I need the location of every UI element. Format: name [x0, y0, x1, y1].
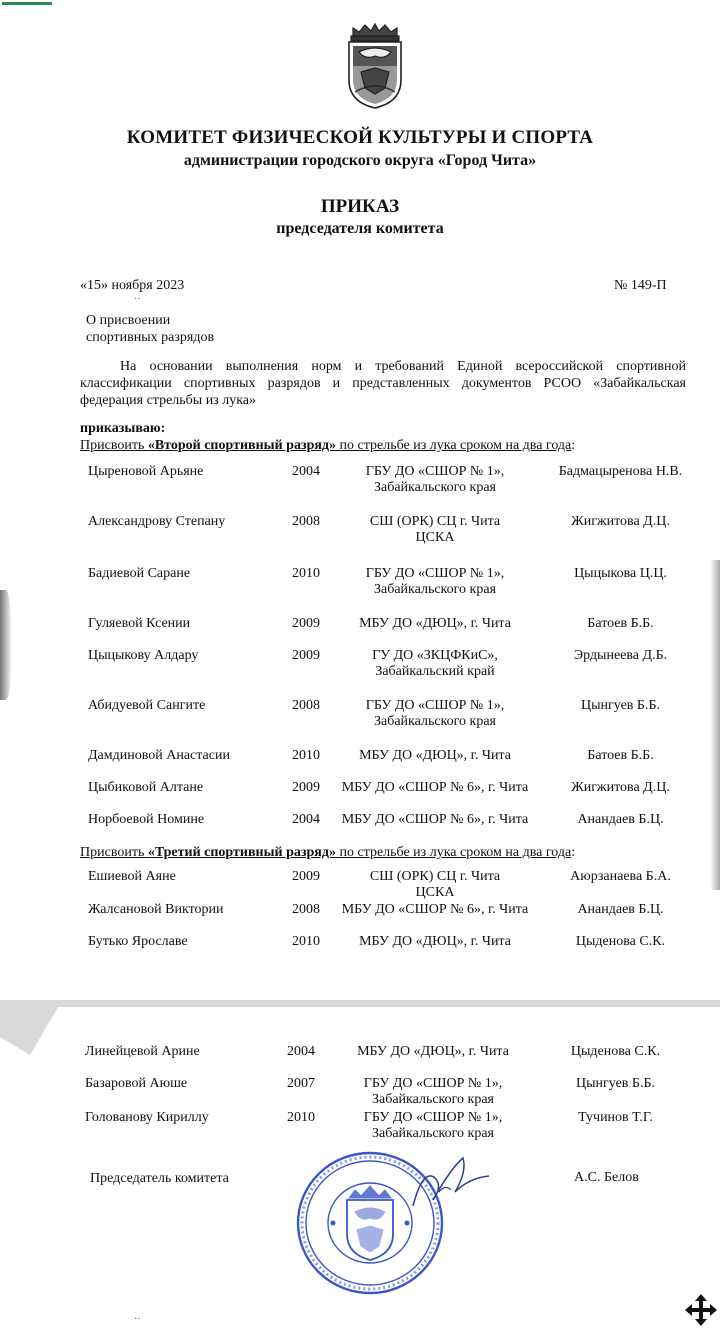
athlete-name: Абидуевой Сангите	[88, 698, 206, 713]
birth-year: 2009	[292, 616, 320, 631]
sports-school: ГБУ ДО «СШОР № 1», Забайкальского края	[365, 566, 505, 597]
athlete-name: Базаровой Аюше	[85, 1076, 188, 1091]
coach-name: Цынгуев Б.Б.	[581, 698, 660, 713]
coach-name: Цынгуев Б.Б.	[576, 1076, 655, 1091]
athlete-name: Жалсановой Виктории	[88, 902, 224, 917]
section-heading-second-rank: Присвоить «Второй спортивный разряд» по стрельбе из лука сроком на два года:	[80, 438, 576, 453]
athlete-name: Голованову Кириллу	[85, 1110, 209, 1125]
birth-year: 2010	[287, 1110, 315, 1125]
athlete-name: Цыбиковой Алтане	[88, 780, 204, 795]
birth-year: 2008	[292, 698, 320, 713]
birth-year: 2004	[292, 812, 320, 827]
coach-name: Батоев Б.Б.	[587, 616, 654, 631]
athlete-name: Дамдиновой Анастасии	[88, 748, 230, 763]
birth-year: 2009	[292, 780, 320, 795]
sports-school: ГБУ ДО «СШОР № 1», Забайкальского края	[363, 1110, 503, 1141]
birth-year: 2008	[292, 514, 320, 529]
scan-speck: ··	[134, 1314, 141, 1325]
subject-line-1: О присвоении	[86, 313, 171, 328]
sports-school: ГБУ ДО «СШОР № 1», Забайкальского края	[365, 698, 505, 729]
coach-name: Аюрзанаева Б.А.	[570, 869, 671, 884]
birth-year: 2010	[292, 934, 320, 949]
athlete-name: Гуляевой Ксении	[88, 616, 191, 631]
top-edge-mark	[2, 2, 52, 5]
sports-school: ГУ ДО «ЗКЦФКиС», Забайкальский край	[372, 648, 498, 679]
signoff-signer: А.С. Белов	[574, 1170, 639, 1185]
athlete-name: Цыцыкову Алдару	[88, 648, 199, 663]
athlete-name: Норбоевой Номине	[88, 812, 205, 827]
city-emblem-icon	[345, 22, 405, 110]
sports-school: СШ (ОРК) СЦ г. Чита ЦСКА	[369, 869, 501, 900]
move-arrows-icon[interactable]	[684, 1293, 718, 1327]
page-edge-shadow	[0, 590, 12, 700]
coach-name: Анандаев Б.Ц.	[577, 902, 664, 917]
scan-speck: ··	[134, 294, 141, 305]
order-word: приказываю:	[80, 421, 166, 436]
signoff-position: Председатель комитета	[90, 1171, 229, 1186]
birth-year: 2007	[287, 1076, 315, 1091]
document-type: ПРИКАЗ	[320, 196, 400, 217]
sports-school: СШ (ОРК) СЦ г. Чита ЦСКА	[369, 514, 501, 545]
coach-name: Бадмацыренова Н.В.	[558, 464, 683, 479]
preamble-paragraph: На основании выполнения норм и требований Единой всероссийской спортивной классификации спортивных разрядов и представленных документов РСОО «Забайкальская федерация стрельбы из лука»	[80, 359, 686, 408]
athlete-name: Цыреновой Арьяне	[88, 464, 204, 479]
document-number: № 149-П	[614, 278, 667, 293]
signature	[405, 1148, 495, 1218]
birth-year: 2010	[292, 748, 320, 763]
page-divider	[0, 1000, 720, 1007]
sports-school: МБУ ДО «СШОР № 6», г. Чита	[341, 812, 529, 827]
birth-year: 2009	[292, 869, 320, 884]
sports-school: МБУ ДО «СШОР № 6», г. Чита	[341, 902, 529, 917]
coach-name: Жигжитова Д.Ц.	[571, 780, 670, 795]
athlete-name: Бадиевой Саране	[88, 566, 191, 581]
birth-year: 2009	[292, 648, 320, 663]
athlete-name: Бутько Ярославе	[88, 934, 188, 949]
org-title: КОМИТЕТ ФИЗИЧЕСКОЙ КУЛЬТУРЫ И СПОРТА	[126, 127, 594, 148]
birth-year: 2008	[292, 902, 320, 917]
sports-school: МБУ ДО «ДЮЦ», г. Чита	[359, 748, 511, 763]
birth-year: 2004	[292, 464, 320, 479]
sports-school: ГБУ ДО «СШОР № 1», Забайкальского края	[363, 1076, 503, 1107]
sports-school: МБУ ДО «ДЮЦ», г. Чита	[359, 934, 511, 949]
coach-name: Цыденова С.К.	[575, 934, 666, 949]
subject-line-2: спортивных разрядов	[86, 330, 215, 345]
coach-name: Жигжитова Д.Ц.	[571, 514, 670, 529]
coach-name: Батоев Б.Б.	[587, 748, 654, 763]
coach-name: Цыденова С.К.	[570, 1044, 661, 1059]
sports-school: МБУ ДО «ДЮЦ», г. Чита	[357, 1044, 509, 1059]
page-edge-shadow	[710, 560, 720, 890]
athlete-name: Александрову Степану	[88, 514, 226, 529]
coach-name: Анандаев Б.Ц.	[577, 812, 664, 827]
section-heading-third-rank: Присвоить «Третий спортивный разряд» по стрельбе из лука сроком на два года:	[80, 845, 576, 860]
coach-name: Эрдынеева Д.Б.	[573, 648, 668, 663]
sports-school: МБУ ДО «СШОР № 6», г. Чита	[341, 780, 529, 795]
page-edge-shadow	[0, 1007, 60, 1057]
athlete-name: Линейцевой Арине	[85, 1044, 200, 1059]
coach-name: Цыцыкова Ц.Ц.	[574, 566, 667, 581]
document-date: «15» ноября 2023	[80, 278, 185, 293]
birth-year: 2004	[287, 1044, 315, 1059]
coach-name: Тучинов Т.Г.	[578, 1110, 653, 1125]
document-subtitle: председателя комитета	[276, 220, 444, 237]
sports-school: МБУ ДО «ДЮЦ», г. Чита	[359, 616, 511, 631]
org-subtitle: администрации городского округа «Город Чита»	[183, 152, 537, 169]
birth-year: 2010	[292, 566, 320, 581]
sports-school: ГБУ ДО «СШОР № 1», Забайкальского края	[365, 464, 505, 495]
athlete-name: Ешиевой Аяне	[88, 869, 176, 884]
